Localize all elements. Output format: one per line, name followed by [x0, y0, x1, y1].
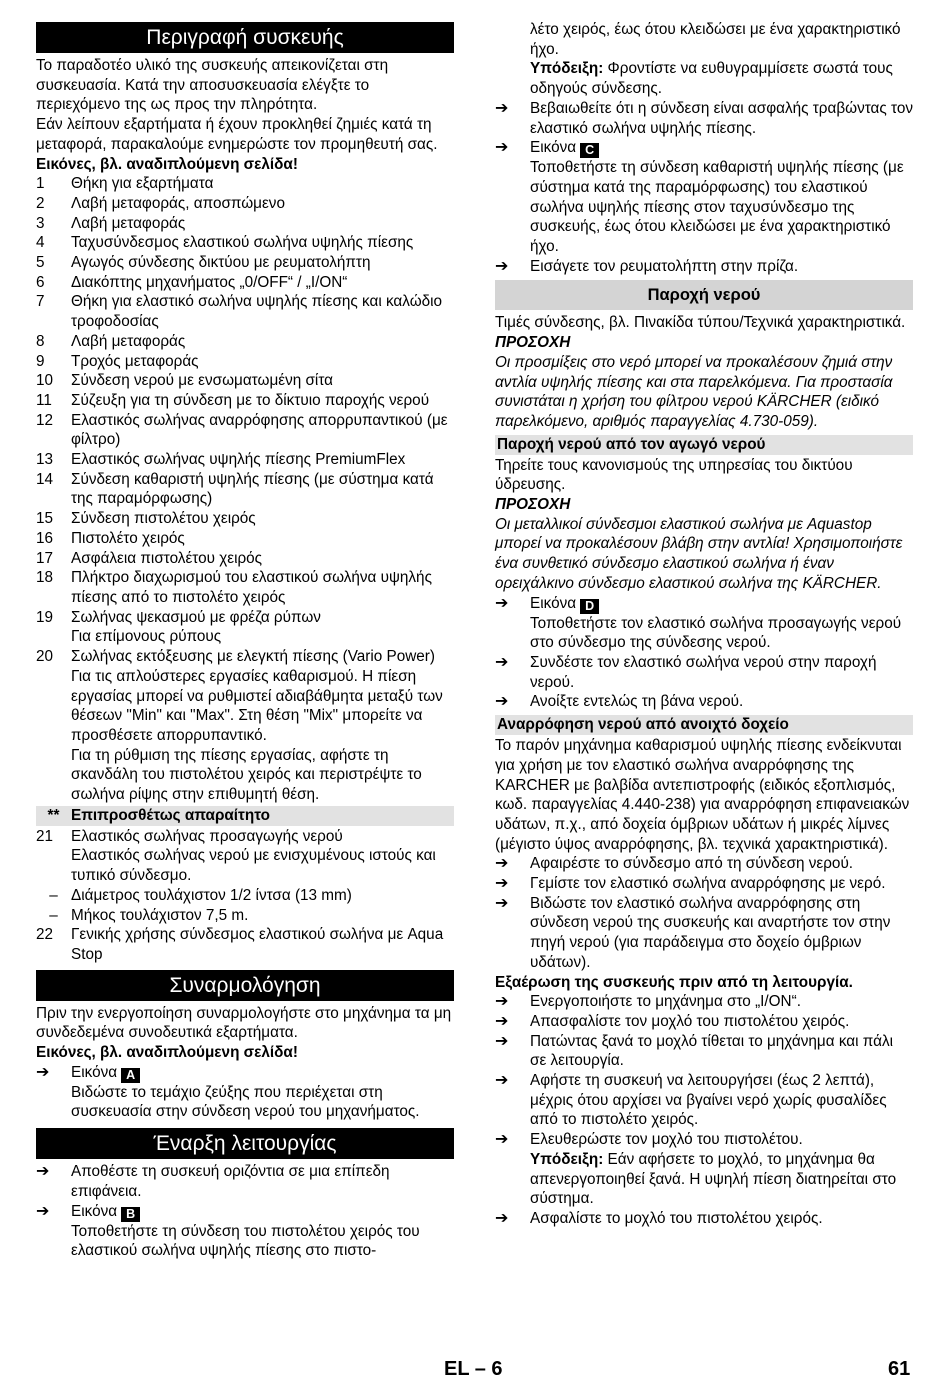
list-item: 5 Αγωγός σύνδεσης δικτύου με ρευματολήπτη	[36, 254, 371, 272]
left-column	[36, 20, 454, 1261]
right-column	[495, 20, 913, 1229]
assembly-paragraph: Πριν την ενεργοποίηση συναρμολογήστε στο μηχάνημα τα μη συνδεδεμένα συνοδευτικά εξαρτήματα.	[36, 1004, 452, 1042]
section-title-start-up: Έναρξη λειτουργίας	[36, 1128, 454, 1159]
step-item: ➔ Εικόνα D	[495, 594, 913, 614]
list-item: 7 Θήκη για ελαστικό σωλήνα υψηλής πίεσης και καλώδιο τροφοδοσίας	[36, 293, 443, 331]
list-item: 20 Σωλήνας εκτόξευσης με ελεγκτή πίεσης (Vario Power)	[36, 648, 435, 666]
arrow-right-icon: ➔	[495, 653, 509, 671]
water-paragraph: Τιμές σύνδεσης, βλ. Πινακίδα τύπου/Τεχνικά χαρακτηριστικά.	[495, 314, 906, 332]
subsection-title-additionally-required: ** Επιπροσθέτως απαραίτητο	[36, 806, 454, 826]
step-item: ➔ Εισάγετε τον ρευματολήπτη στην πρίζα.	[495, 257, 799, 275]
step-item: ➔ Γεμίστε τον ελαστικό σωλήνα αναρρόφησης με νερό.	[495, 875, 886, 893]
list-item: 12 Ελαστικός σωλήνας αναρρόφησης απορρυπαντικού (με φίλτρο)	[36, 411, 448, 449]
figure-label-badge: A	[121, 1068, 140, 1083]
caution-label: ΠΡΟΣΟΧΗ	[495, 496, 571, 514]
arrow-right-icon: ➔	[495, 1209, 509, 1227]
footer-page-number: 61	[888, 1358, 911, 1380]
double-asterisk: **	[47, 806, 60, 824]
list-item: 9 Τροχός μεταφοράς	[36, 352, 199, 370]
list-item: 11 Σύζευξη για τη σύνδεση με το δίκτυιο παροχής νερού	[36, 391, 430, 409]
arrow-right-icon: ➔	[495, 139, 509, 157]
step-item: ➔ Απασφαλίστε τον μοχλό του πιστολέτου χειρός.	[495, 1012, 850, 1030]
list-item: 22 Γενικής χρήσης σύνδεσμος ελαστικού σωλήνα με Aqua Stop	[36, 926, 444, 963]
step-item: ➔ Εικόνα A	[36, 1063, 454, 1083]
list-item: 10 Σύνδεση νερού με ενσωματωμένη σίτα	[36, 372, 334, 390]
list-item: 3 Λαβή μεταφοράς	[36, 214, 186, 232]
step-item: ➔ Ενεργοποιήστε το μηχάνημα στο „I/ON“.	[495, 993, 801, 1011]
step-item: ➔ Αφαιρέστε το σύνδεσμο από τη σύνδεση νερού.	[495, 855, 854, 873]
list-item: 1 Θήκη για εξαρτήματα	[36, 175, 214, 193]
arrow-right-icon: ➔	[495, 693, 509, 711]
subsection-title-mains-water: Παροχή νερού από τον αγωγό νερού	[495, 435, 913, 455]
subsection-title-open-container: Αναρρόφηση νερού από ανοιχτό δοχείο	[495, 715, 913, 735]
arrow-right-icon: ➔	[36, 1202, 50, 1220]
step-item: ➔ Βεβαιωθείτε ότι η σύνδεση είναι ασφαλής τραβώντας τον ελαστικό σωλήνα υψηλής πίεσης.	[495, 99, 914, 137]
list-item: 17 Ασφάλεια πιστολέτου χειρός	[36, 549, 263, 567]
arrow-right-icon: ➔	[495, 855, 509, 873]
list-item: 2 Λαβή μεταφοράς, αποσπώμενο	[36, 194, 285, 212]
step-item: ➔ Συνδέστε τον ελαστικό σωλήνα νερού στην παροχή νερού.	[495, 653, 877, 691]
list-item: 18 Πλήκτρο διαχωρισμού του ελαστικού σωλήνα υψηλής πίεσης από το πιστολέτο χειρός	[36, 569, 432, 606]
list-item: 14 Σύνδεση καθαριστή υψηλής πίεσης (με σύστημα κατά της παραμόρφωσης)	[36, 470, 434, 508]
figure-label-badge: D	[580, 599, 599, 614]
step-item: ➔ Πατώντας ξανά το μοχλό τίθεται το μηχάνημα και πάλι σε λειτουργία.	[495, 1032, 894, 1070]
arrow-right-icon: ➔	[495, 1072, 509, 1090]
figure-label-badge: C	[580, 143, 599, 158]
hint: Υπόδειξη: Φροντίστε να ευθυγραμμίσετε σωστά τους οδηγούς σύνδεσης.	[530, 60, 893, 98]
footer-language-page: EL – 6	[444, 1358, 503, 1380]
arrow-right-icon: ➔	[495, 99, 509, 117]
mains-paragraph: Τηρείτε τους κανονισμούς της υπηρεσίας του δικτύου ύδρευσης.	[495, 456, 853, 494]
figures-note: Εικόνες, βλ. αναδιπλούμενη σελίδα!	[36, 155, 298, 173]
list-item: 8 Λαβή μεταφοράς	[36, 332, 186, 350]
step-item-sub: Βιδώστε το τεμάχιο ζεύξης που περιέχεται στη συσκευασία στην σύνδεση νερού του μηχανήματος.	[71, 1083, 420, 1121]
caution-text: Οι προσμίξεις στο νερό μπορεί να προκαλέσουν ζημιά στην αντλία υψηλής πίεσης και στα παρελκόμενα. Για προστασία συνιστάται η χρήση του φίλτρου νερού KÄRCHER (ειδικό παρελκόμενο, αριθμός παραγγελίας 4.730-059).	[495, 353, 893, 430]
step-item: ➔ Εικόνα B	[36, 1202, 454, 1222]
suction-paragraph: Το παρόν μηχάνημα καθαρισμού υψηλής πίεσης ενδείκνυται για χρήση με τον ελαστικό σωλήνα αναρρόφησης της KARCHER με βαλβίδα αντεπιστροφής (ειδικός εξοπλισμός, κωδ. παραγγελίας 4.440-238) για αναρρόφηση επιφανειακών υδάτων, π.χ., από δοχεία όμβριων υδάτων ή μικρές λίμνες (μέγιστο ύψος αναρρόφησης, βλ. τεχνικά χαρακτηριστικά).	[495, 737, 910, 853]
arrow-right-icon: ➔	[495, 993, 509, 1011]
step-item-sub: Τοποθετήστε τη σύνδεση του πιστολέτου χειρός του ελαστικού σωλήνα υψηλής πίεσης στο πιστο-	[71, 1222, 420, 1260]
list-item: 15 Σύνδεση πιστολέτου χειρός	[36, 510, 256, 528]
section-title-description: Περιγραφή συσκευής	[36, 22, 454, 53]
list-item: 21 Ελαστικός σωλήνας προσαγωγής νερού	[36, 827, 343, 845]
step-item: ➔ Βιδώστε τον ελαστικό σωλήνα αναρρόφησης στη σύνδεση νερού της συσκευής και αναρτήστε τον στην πηγή νερού (για παράδειγμα στο δοχείο όμβριων υδάτων).	[495, 894, 891, 971]
step-item: ➔ Ασφαλίστε το μοχλό του πιστολέτου χειρός.	[495, 1209, 823, 1227]
step-item: ➔ Αφήστε τη συσκευή να λειτουργήσει (έως 2 λεπτά), μέχρις ότου αρχίσει να βγαίνει νερό χωρίς φυσαλίδες από το πιστολέτο χειρός.	[495, 1072, 887, 1129]
arrow-right-icon: ➔	[495, 894, 509, 912]
step-item-sub: λέτο χειρός, έως ότου κλειδώσει με ένα χαρακτηριστικό ήχο.	[530, 21, 901, 58]
figure-label-badge: B	[121, 1207, 140, 1222]
step-item: ➔ Αποθέστε τη συσκευή οριζόντια σε μια επίπεδη επιφάνεια.	[36, 1163, 390, 1200]
list-item-sub: Ελαστικός σωλήνας νερού με ενισχυμένους ιστούς και τυπικό σύνδεσμο.	[71, 847, 436, 885]
figures-note: Εικόνες, βλ. αναδιπλούμενη σελίδα!	[36, 1044, 298, 1062]
list-item-sub: Για τις απλούστερες εργασίες καθαρισμού. Η πίεση εργασίας μπορεί να ρυθμιστεί αδιαβάθμητα μεταξύ των θέσεων "Min" και "Max". Στη θέση "Mix" μπορείτε να προσθέσετε απορρυπαντικό.	[71, 667, 443, 744]
arrow-right-icon: ➔	[495, 1012, 509, 1030]
section-title-water-supply: Παροχή νερού	[495, 280, 913, 310]
arrow-right-icon: ➔	[36, 1163, 50, 1181]
parts-list	[36, 174, 454, 805]
list-item: 19 Σωλήνας ψεκασμού με φρέζα ρύπων	[36, 608, 321, 626]
description-paragraph: Το παραδοτέο υλικό της συσκευής απεικονίζεται στη συσκευασία. Κατά την αποσυσκευασία ελέγξτε το περιεχόμενο της ως προς την πληρότητα.	[36, 57, 389, 114]
arrow-right-icon: ➔	[495, 1131, 509, 1149]
step-item: ➔ Ανοίξτε εντελώς τη βάνα νερού.	[495, 693, 744, 711]
step-item-sub: Τοποθετήστε τον ελαστικό σωλήνα προσαγωγής νερού στο σύνδεσμο της σύνδεσης νερού.	[530, 614, 902, 652]
venting-title: Εξαέρωση της συσκευής πριν από τη λειτουργία.	[495, 973, 853, 991]
list-item: 4 Ταχυσύνδεσμος ελαστικού σωλήνα υψηλής πίεσης	[36, 234, 414, 252]
arrow-right-icon: ➔	[36, 1063, 50, 1081]
arrow-right-icon: ➔	[495, 1032, 509, 1050]
section-title-assembly: Συναρμολόγηση	[36, 970, 454, 1001]
list-item-sub: Για τη ρύθμιση της πίεσης εργασίας, αφήστε τη σκανδάλη του πιστολέτου χειρός και περιστρέψτε το σωλήνα ρίψης στην επιθυμητή θέση.	[71, 746, 422, 804]
hint: Υπόδειξη: Εάν αφήσετε το μοχλό, το μηχάνημα θα απενεργοποιηθεί ξανά. Η υψηλή πίεση διατηρείται στο σύστημα.	[530, 1150, 897, 1208]
dash-item: – Διάμετρος τουλάχιστον 1/2 ίντσα (13 mm)	[49, 886, 352, 904]
arrow-right-icon: ➔	[495, 594, 509, 612]
step-item: ➔ Ελευθερώστε τον μοχλό του πιστολέτου.	[495, 1131, 803, 1149]
arrow-right-icon: ➔	[495, 875, 509, 893]
list-item: 16 Πιστολέτο χειρός	[36, 529, 185, 547]
list-item-sub: Για επίμονους ρύπους	[71, 628, 222, 646]
list-item: 13 Ελαστικός σωλήνας υψηλής πίεσης PremiumFlex	[36, 451, 406, 469]
dash-item: – Μήκος τουλάχιστον 7,5 m.	[49, 906, 249, 924]
caution-text: Οι μεταλλικοί σύνδεσμοι ελαστικού σωλήνα με Aquastop μπορεί να προκαλέσουν βλάβη στην αντλία! Χρησιμοποιήστε ένα συνθετικό σύνδεσμο ελαστικού σωλήνα ή έναν ορειχάλκινο σύνδεσμο ελαστικού σωλήνα της KÄRCHER.	[495, 515, 903, 592]
arrow-right-icon: ➔	[495, 257, 509, 275]
list-item: 6 Διακόπτης μηχανήματος „0/OFF“ / „I/ON“	[36, 273, 348, 291]
step-item: ➔ Εικόνα C	[495, 138, 913, 158]
step-item-sub: Τοποθετήστε τη σύνδεση καθαριστή υψηλής πίεσης (με σύστημα κατά της παραμόρφωσης) του ελαστικού σωλήνα υψηλής πίεσης στον ταχυσύνδεσμο της συσκευής, έως ότου κλειδώσει με ένα χαρακτηριστικό ήχο.	[530, 159, 904, 256]
caution-label: ΠΡΟΣΟΧΗ	[495, 334, 571, 352]
description-paragraph: Εάν λείπουν εξαρτήματα ή έχουν προκληθεί ζημιές κατά τη μεταφορά, παρακαλούμε ενημερώστε τον προμηθευτή σας.	[36, 116, 438, 153]
